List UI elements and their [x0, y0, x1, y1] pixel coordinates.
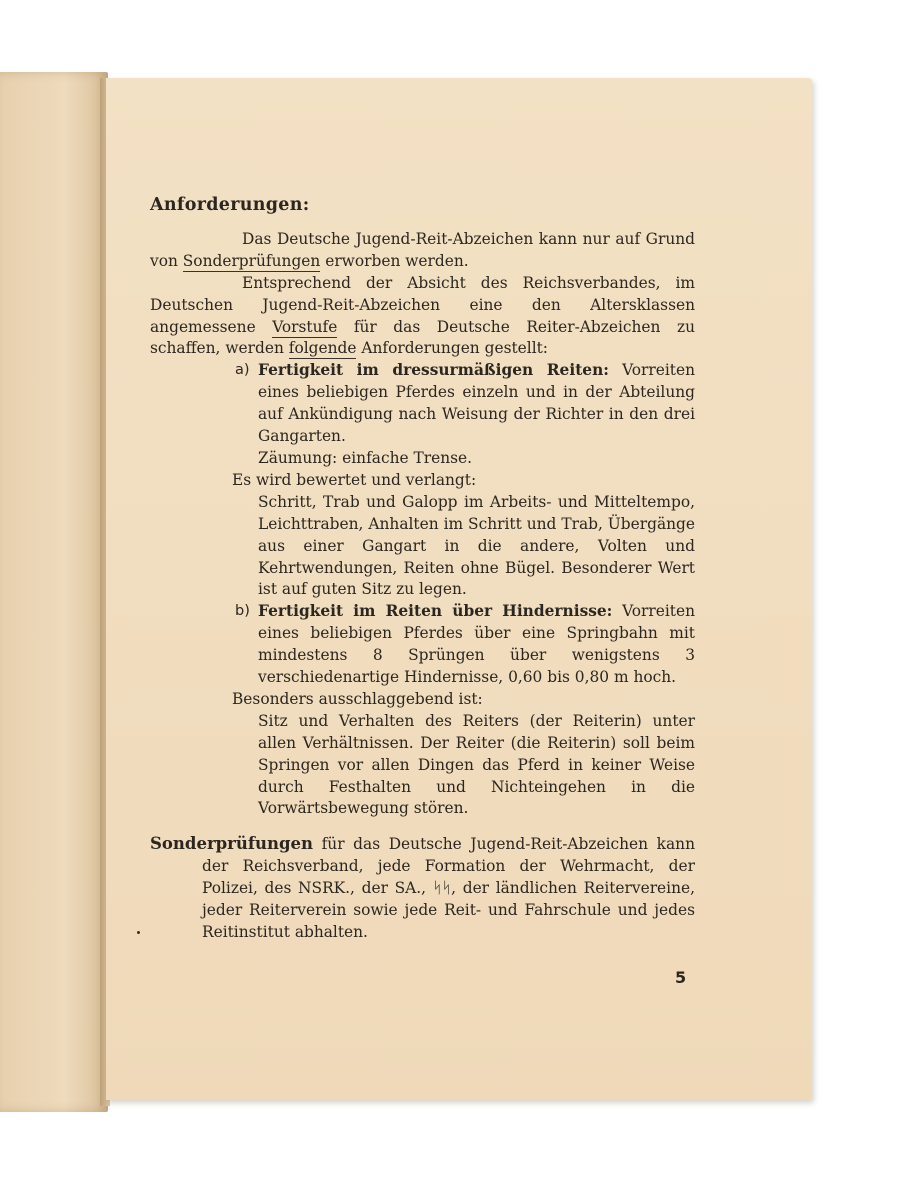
intro-paragraph: Das Deutsche Jugend-Reit-Abzeichen kann nur auf Grund von Sonderprüfungen erworben werden.: [150, 229, 695, 270]
item-a-title: Fertigkeit im dressurmäßigen Reiten:: [258, 361, 609, 380]
item-b-label: b): [235, 603, 250, 620]
bridle-line: Zäumung: einfache Trense.: [258, 448, 473, 467]
underlined-term: Vorstufe: [272, 317, 338, 336]
page-number: 5: [675, 968, 687, 987]
page-content: [150, 195, 695, 944]
special-exams-text: für das Deutsche Jugend-Reit-Abzeichen kann der Reichsverband, jede Formation der Wehrmacht, der Polizei, des NSRK., der SA., ᛋᛋ, der ländlichen Reitervereine, jeder Reiterverein sowie jede Reit- und Fahrschule und jedes Reitinstitut abhalten.: [202, 835, 695, 941]
requirements-paragraph: Entsprechend der Absicht des Reichsverbandes, im Deutschen Jugend-Reit-Abzeichen eine den Altersklassen angemessene Vorstufe für das Deutsche Reiter-Abzeichen zu schaffen, werden folgende Anforderungen gestellt:: [150, 273, 695, 358]
item-a-label: a): [235, 362, 250, 379]
special-exams-paragraph: [98, 833, 695, 944]
underlined-term: Sonderprüfungen: [182, 251, 321, 270]
decisive-intro: Besonders ausschlaggebend ist:: [232, 689, 483, 708]
evaluation-intro: Es wird bewertet und verlangt:: [232, 470, 477, 489]
left-page: [0, 72, 108, 1112]
item-a-text: Vorreiten eines beliebigen Pferdes einzeln und in der Abteilung auf Ankündigung nach Weisung der Richter in den drei Gangarten.: [258, 361, 696, 446]
item-a: [150, 360, 695, 448]
item-b-title: Fertigkeit im Reiten über Hindernisse:: [258, 602, 613, 621]
item-b: [150, 601, 695, 689]
underlined-term: folgende: [288, 339, 357, 358]
evaluation-text: Schritt, Trab und Galopp im Arbeits- und Mitteltempo, Leichttraben, Anhalten im Schritt und Trab, Übergänge aus einer Gangart in die andere, Volten und Kehrtwendungen, Reiten ohne Bügel. Besonderer Wert ist auf guten Sitz zu legen.: [258, 492, 695, 599]
item-b-text: Vorreiten eines beliebigen Pferdes über eine Springbahn mit mindestens 8 Sprüngen über wenigstens 3 verschiedenartige Hindernisse, 0,60 bis 0,80 m hoch.: [258, 602, 695, 687]
page-heading: Anforderungen:: [150, 195, 310, 215]
paper-speck: [137, 931, 140, 934]
special-exams-heading: Sonderprüfungen: [150, 834, 313, 854]
decisive-text: Sitz und Verhalten des Reiters (der Reiterin) unter allen Verhältnissen. Der Reiter (die Reiterin) soll beim Springen vor allen Dingen das Pferd in keiner Weise durch Festhalten und Nichteingehen in die Vorwärtsbewegung stören.: [258, 711, 695, 818]
